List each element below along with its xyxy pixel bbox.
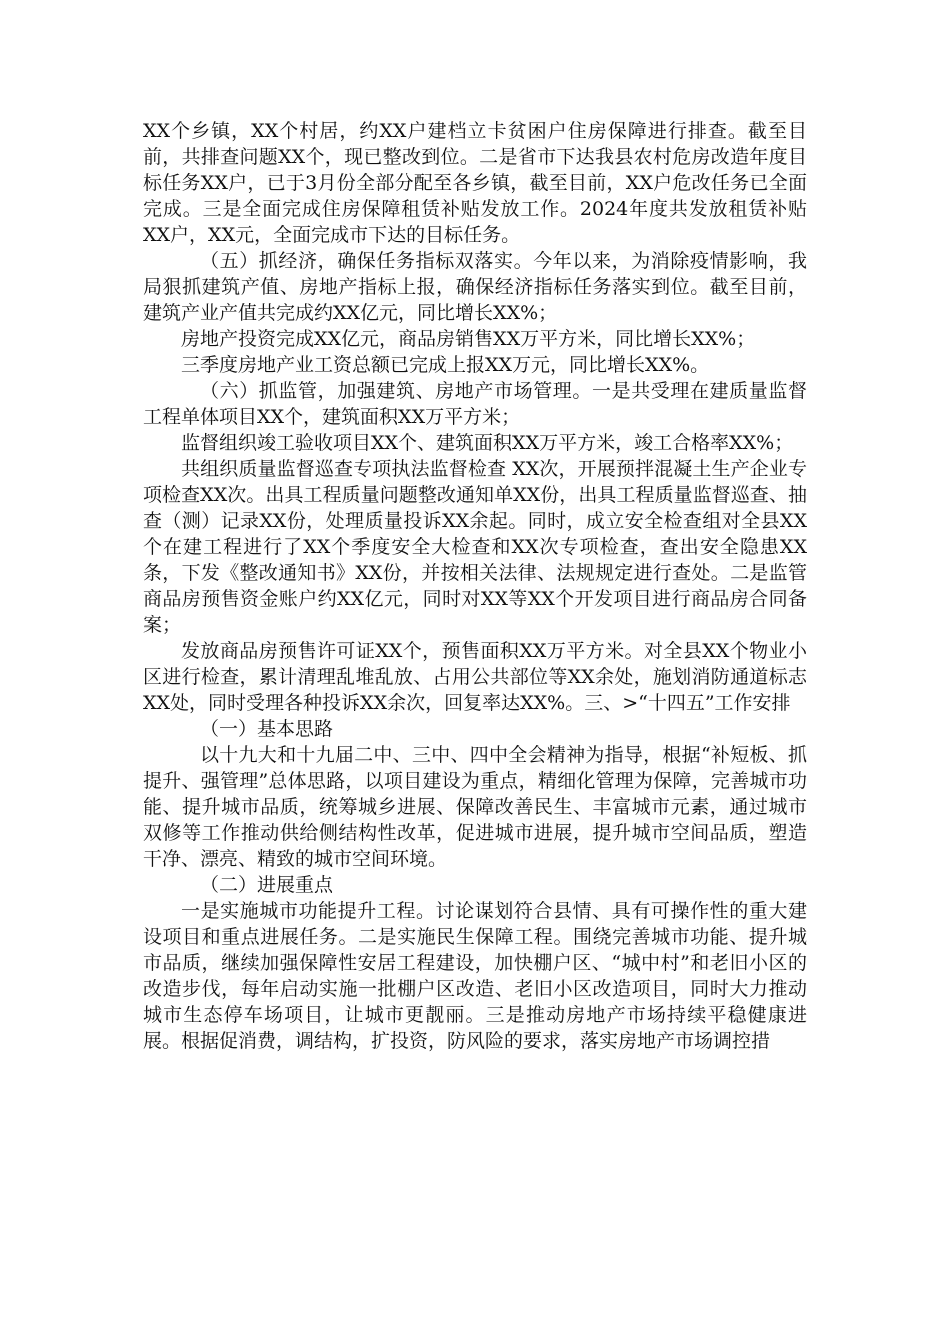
section-heading-basic-approach: （一）基本思路: [200, 718, 334, 740]
paragraph-1: XX个乡镇，XX个村居，约XX户建档立卡贫困户住房保障进行排查。截至目前，共排查问题XX个，现已整改到位。二是省市下达我县农村危房改造年度目标任务XX户，已于3月份全部分配至各乡镇，截至目前，XX户危改任务已全面完成。三是全面完成住房保障租赁补贴发放工作。2024年度共发放租赁补贴XX户，XX元，全面完成市下达的目标任务。: [143, 120, 807, 246]
paragraph-7: 共组织质量监督巡查专项执法监督检查 XX次，开展预拌混凝土生产企业专项检查XX次。出具工程质量问题整改通知单XX份，出具工程质量监督巡查、抽查（测）记录XX份，处理质量投诉XX余起。同时，成立安全检查组对全县XX个在建工程进行了XX个季度安全大检查和XX次专项检查，查出安全隐患XX条，下发《整改通知书》XX份，并按相关法律、法规规定进行查处。二是监管商品房预售资金账户约XX亿元，同时对XX等XX个开发项目进行商品房合同备案；: [143, 458, 807, 636]
paragraph-6: 监督组织竣工验收项目XX个、建筑面积XX万平方米，竣工合格率XX%；: [181, 432, 794, 454]
document-body: [143, 118, 807, 1054]
paragraph-5: （六）抓监管，加强建筑、房地产市场管理。一是共受理在建质量监督工程单体项目XX个，建筑面积XX万平方米；: [143, 380, 807, 428]
paragraph-4: 三季度房地产业工资总额已完成上报XX万元，同比增长XX%。: [181, 354, 710, 376]
paragraph-3: 房地产投资完成XX亿元，商品房销售XX万平方米，同比增长XX%；: [181, 328, 756, 350]
paragraph-10: 以十九大和十九届二中、三中、四中全会精神为指导，根据“补短板、抓提升、强管理”总体思路，以项目建设为重点，精细化管理为保障，完善城市功能、提升城市品质，统筹城乡进展、保障改善民生、丰富城市元素，通过城市双修等工作推动供给侧结构性改革，促进城市进展，提升城市空间品质，塑造干净、漂亮、精致的城市空间环境。: [143, 744, 807, 870]
paragraph-8: 发放商品房预售许可证XX个，预售面积XX万平方米。对全县XX个物业小区进行检查，累计清理乱堆乱放、占用公共部位等XX余处，施划消防通道标志XX处，同时受理各种投诉XX余次，回复率达XX%。三、>“十四五”工作安排: [143, 640, 807, 714]
paragraph-2: （五）抓经济，确保任务指标双落实。今年以来，为消除疫情影响，我局狠抓建筑产值、房地产指标上报，确保经济指标任务落实到位。截至目前，建筑产业产值共完成约XX亿元，同比增长XX%；: [143, 250, 807, 324]
section-heading-key-priorities: （二）进展重点: [200, 874, 334, 896]
paragraph-12: 一是实施城市功能提升工程。讨论谋划符合县情、具有可操作性的重大建设项目和重点进展任务。二是实施民生保障工程。围绕完善城市功能、提升城市品质，继续加强保障性安居工程建设，加快棚户区、“城中村”和老旧小区的改造步伐，每年启动实施一批棚户区改造、老旧小区改造项目，同时大力推动城市生态停车场项目，让城市更靓丽。三是推动房地产市场持续平稳健康进展。根据促消费，调结构，扩投资，防风险的要求，落实房地产市场调控措: [143, 900, 807, 1052]
